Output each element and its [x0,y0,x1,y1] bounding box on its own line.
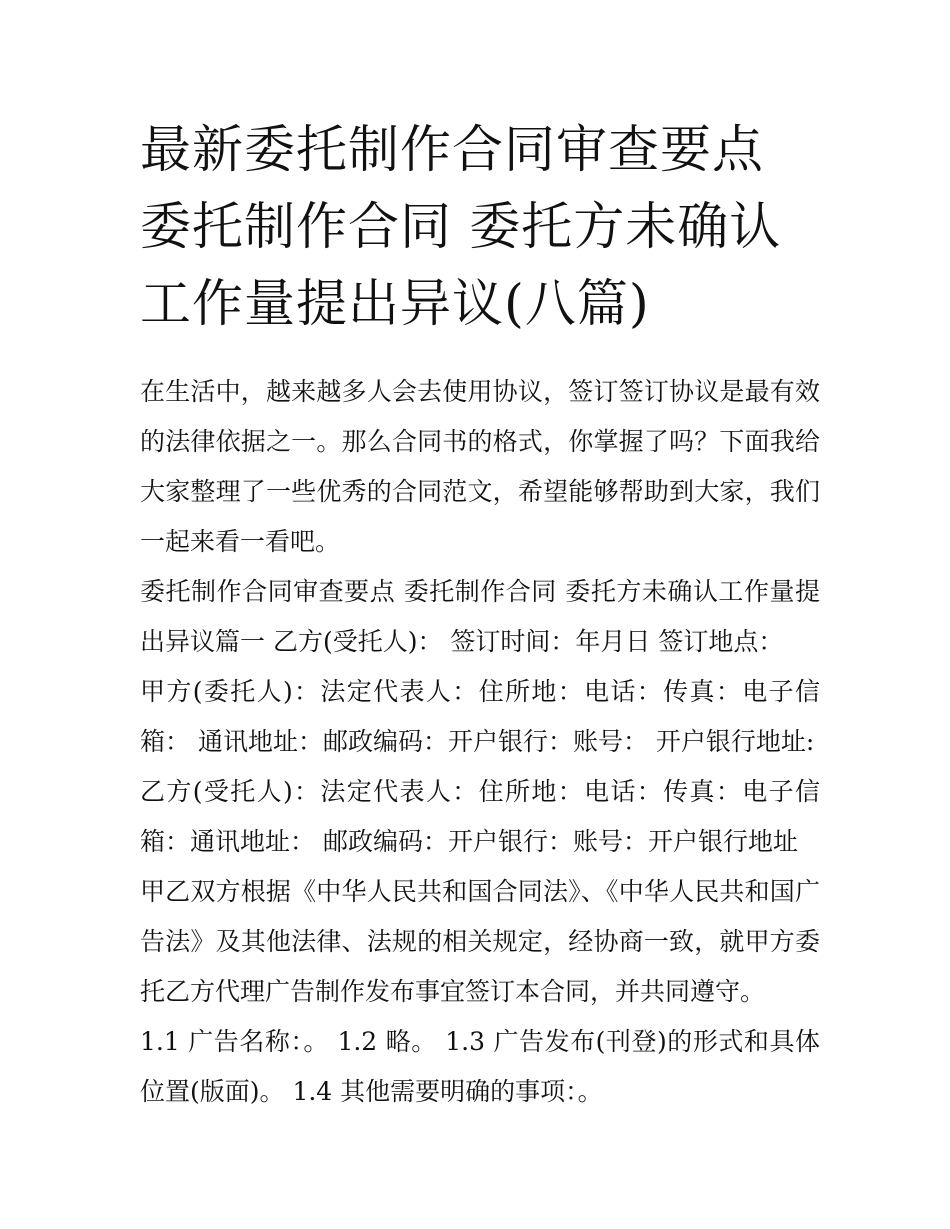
document-body [140,367,820,1117]
document-page [140,112,820,1117]
party-a-info-paragraph: 甲方(委托人)：法定代表人：住所地：电话：传真：电子信箱： 通讯地址：邮政编码：开户银行：账号： 开户银行地址: [140,677,820,756]
party-b-info-paragraph: 乙方(受托人)：法定代表人：住所地：电话：传真：电子信箱：通讯地址： 邮政编码：开户银行：账号：开户银行地址 [140,777,820,856]
intro-paragraph: 在生活中，越来越多人会去使用协议，签订签订协议是最有效的法律依据之一。那么合同书的格式，你掌握了吗？下面我给大家整理了一些优秀的合同范文，希望能够帮助到大家，我们一起来看一看吧。 [140,377,820,556]
contract-heading-paragraph: 委托制作合同审查要点 委托制作合同 委托方未确认工作量提出异议篇一 乙方(受托人)： 签订时间：年月日 签订地点： [140,577,820,656]
document-title: 最新委托制作合同审查要点 委托制作合同 委托方未确认工作量提出异议(八篇) [140,121,782,334]
clause-1-paragraph: 1.1 广告名称：。 1.2 略。 1.3 广告发布(刊登)的形式和具体位置(版面)。 1.4 其他需要明确的事项：。 [140,1027,820,1106]
agreement-basis-paragraph: 甲乙双方根据《中华人民共和国合同法》、《中华人民共和国广告法》及其他法律、法规的相关规定，经协商一致，就甲方委托乙方代理广告制作发布事宜签订本合同，并共同遵守。 [140,877,820,1006]
